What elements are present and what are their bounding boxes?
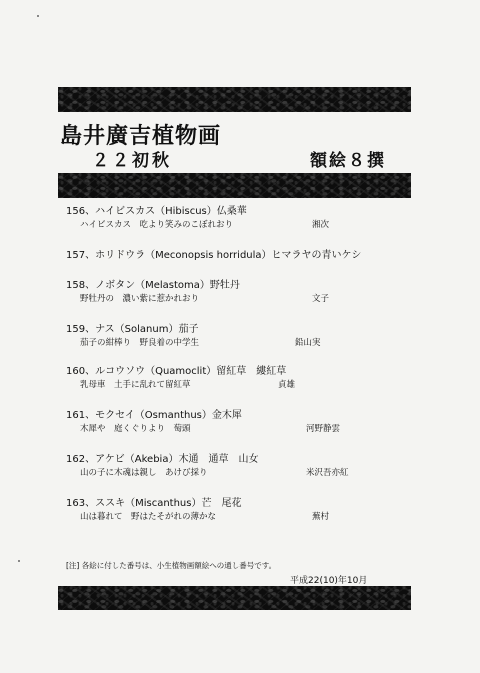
haiku-line (80, 468, 426, 479)
haiku-author: 湘次 (312, 220, 330, 230)
footnote: [注] 各絵に付した番号は、小生植物画額絵への通し番号です。 (66, 561, 277, 570)
plant-title: 160、ルコウソウ（Quamoclit）留紅草 縷紅草 (66, 366, 287, 377)
haiku-author: 貞雄 (278, 380, 296, 390)
decorative-band-top (58, 87, 411, 112)
haiku-text: 乳母車 土手に乱れて留紅草 (80, 380, 191, 390)
plant-title: 157、ホリドウラ（Meconopsis horridula）ヒマラヤの青いケシ (66, 250, 362, 261)
plant-entry (66, 323, 426, 349)
haiku-author: 文子 (312, 294, 330, 304)
plant-entry (66, 205, 426, 231)
haiku-line (80, 380, 426, 391)
plant-title: 161、モクセイ（Osmanthus）金木犀 (66, 410, 242, 421)
haiku-author: 米沢吾亦紅 (306, 468, 349, 478)
haiku-author: 蕪村 (312, 512, 330, 522)
plant-entry (66, 453, 426, 479)
haiku-author: 鉛山実 (295, 338, 321, 348)
speck (37, 15, 39, 17)
plant-entry (66, 279, 426, 305)
decorative-band-middle (58, 173, 411, 198)
plant-title: 158、ノボタン（Melastoma）野牡丹 (66, 280, 240, 291)
haiku-text: 木犀や 庭くぐりより 萄頭 (80, 424, 191, 434)
date-line: 平成22(10)年10月 (290, 576, 368, 586)
page-title: 島井廣吉植物画 (60, 123, 222, 149)
series-subtitle: 額絵８撰 (310, 151, 386, 171)
haiku-text: ハイビスカス 吃より笑みのこぼれおり (80, 220, 234, 230)
haiku-author: 河野静雲 (306, 424, 341, 434)
plant-title: 156、ハイビスカス（Hibiscus）仏桑華 (66, 206, 247, 217)
haiku-text: 山は暮れて 野はたそがれの薄かな (80, 512, 217, 522)
season-subtitle: ２２初秋 (92, 151, 172, 171)
haiku-text: 山の子に木魂は親し あけび採り (80, 468, 208, 478)
decorative-band-bottom (58, 586, 411, 610)
plant-title: 163、ススキ（Miscanthus）芒 尾花 (66, 498, 242, 509)
haiku-line (80, 512, 426, 523)
haiku-text: 茄子の紺棒り 野良着の中学生 (80, 338, 200, 348)
plant-entry (66, 409, 426, 435)
plant-entry (66, 249, 426, 262)
haiku-line (80, 294, 426, 305)
plant-title: 162、アケビ（Akebia）木通 通草 山女 (66, 454, 259, 465)
plant-title: 159、ナス（Solanum）茄子 (66, 324, 199, 335)
haiku-line (80, 424, 426, 435)
haiku-text: 野牡丹の 濃い紫に惹かれおり (80, 294, 200, 304)
haiku-line (80, 338, 426, 349)
haiku-line (80, 220, 426, 231)
plant-entry (66, 365, 426, 391)
speck (18, 560, 20, 562)
plant-entry (66, 497, 426, 523)
